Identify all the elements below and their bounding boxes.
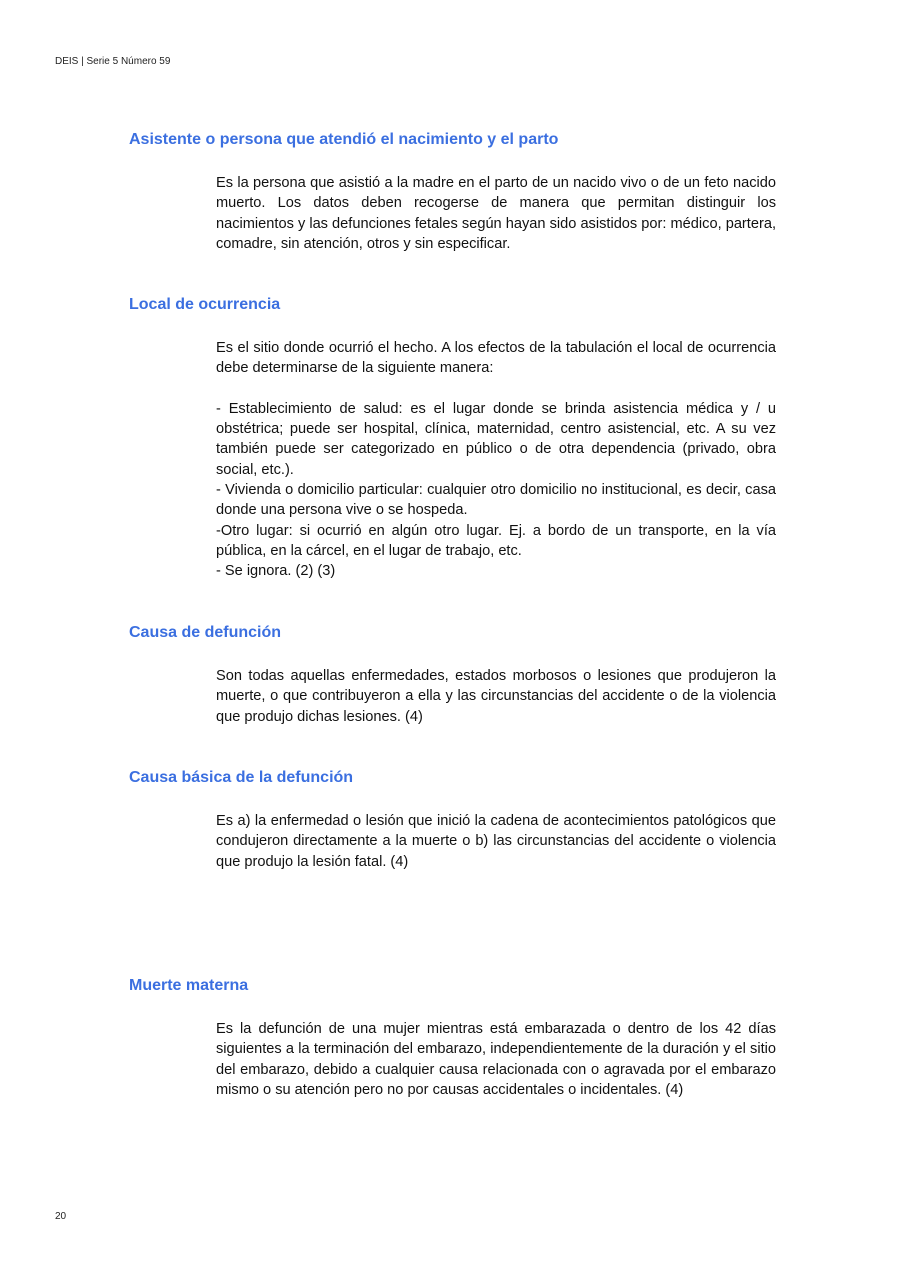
list-item-establecimiento: - Establecimiento de salud: es el lugar donde se brinda asistencia médica y / u obstétrica; puede ser hospital, clínica, maternidad, centro asistencial, etc. A su vez también puede ser categorizado en público o de otra dependencia (privado, obra social, etc.). (216, 400, 776, 478)
section-body-local (216, 338, 776, 582)
running-header: DEIS | Serie 5 Número 59 (55, 56, 171, 67)
paragraph-causa-basica: Es a) la enfermedad o lesión que inició la cadena de acontecimientos patológicos que condujeron directamente a la muerte o b) las circunstancias del accidente o violencia que produjo la lesión fatal. (4) (216, 813, 776, 870)
section-body-causa (216, 666, 776, 727)
paragraph-causa: Son todas aquellas enfermedades, estados morbosos o lesiones que produjeron la muerte, o que contribuyeron a ella y las circunstancias del accidente o de la violencia que produjo dichas lesiones. (4) (216, 668, 776, 725)
list-item-otro-lugar: -Otro lugar: si ocurrió en algún otro lugar. Ej. a bordo de un transporte, en la vía pública, en la cárcel, en el lugar de trabajo, etc. (216, 522, 776, 559)
section-title-local: Local de ocurrencia (129, 296, 281, 313)
list-item-vivienda: - Vivienda o domicilio particular: cualquier otro domicilio no institucional, es decir, casa donde una persona vive o se hospeda. (216, 482, 776, 519)
paragraph-asistente: Es la persona que asistió a la madre en el parto de un nacido vivo o de un feto nacido muerto. Los datos deben recogerse de manera que permitan distinguir los nacimientos y las defunciones fetales según hayan sido asistidos por: médico, partera, comadre, sin atención, otros y sin especificar. (216, 175, 776, 252)
section-body-asistente (216, 173, 776, 254)
list-item-se-ignora: - Se ignora. (2) (3) (216, 563, 336, 580)
section-body-causa-basica (216, 811, 776, 872)
section-body-muerte-materna (216, 1019, 776, 1100)
section-title-asistente: Asistente o persona que atendió el nacimiento y el parto (129, 131, 559, 148)
section-title-muerte-materna: Muerte materna (129, 977, 249, 994)
paragraph-muerte-materna: Es la defunción de una mujer mientras está embarazada o dentro de los 42 días siguientes a la terminación del embarazo, independientemente de la duración y el sitio del embarazo, debido a cualquier causa relacionada con o agravada por el embarazo mismo o su atención pero no por causas accidentales o incidentales. (4) (216, 1021, 776, 1098)
paragraph-local-intro: Es el sitio donde ocurrió el hecho. A los efectos de la tabulación el local de ocurrencia debe determinarse de la siguiente manera: (216, 340, 776, 377)
page-number: 20 (55, 1211, 67, 1222)
section-title-causa-basica: Causa básica de la defunción (129, 769, 354, 786)
section-title-causa: Causa de defunción (129, 624, 282, 641)
